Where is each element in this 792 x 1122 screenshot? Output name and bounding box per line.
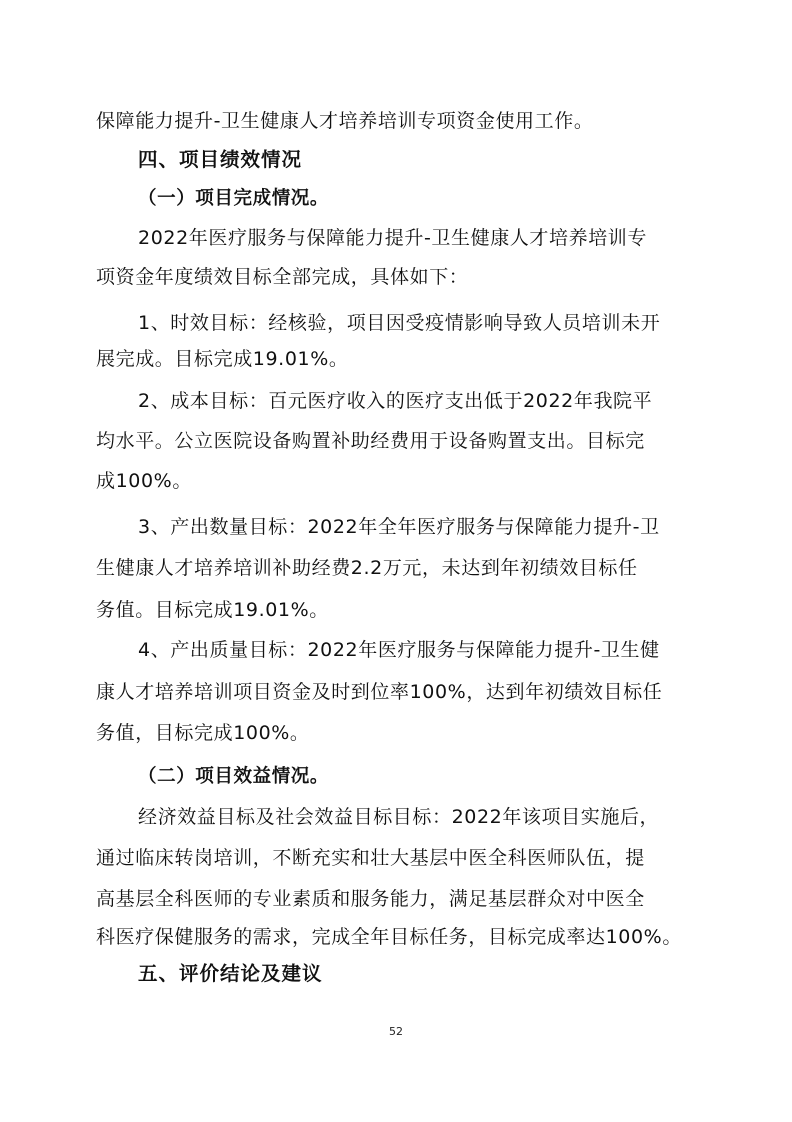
subsection-heading-benefit: （二）项目效益情况。	[138, 766, 330, 787]
paragraph-line: 3、产出数量目标：2022年全年医疗服务与保障能力提升-卫	[138, 516, 660, 538]
paragraph-line: 务值。目标完成19.01%。	[96, 599, 329, 621]
paragraph-line: 展完成。目标完成19.01%。	[96, 348, 349, 370]
paragraph-line: 通过临床转岗培训，不断充实和壮大基层中医全科医师队伍，提	[96, 847, 645, 869]
subsection-heading-completion: （一）项目完成情况。	[138, 188, 330, 209]
paragraph-line: 成100%。	[96, 470, 192, 492]
paragraph-line: 1、时效目标：经核验，项目因受疫情影响导致人员培训未开	[138, 312, 661, 334]
paragraph-line: 康人才培养培训项目资金及时到位率100%，达到年初绩效目标任	[96, 681, 663, 703]
page-number: 52	[389, 1025, 403, 1038]
paragraph-line: 均水平。公立医院设备购置补助经费用于设备购置支出。目标完	[96, 430, 645, 452]
paragraph-line: 项资金年度绩效目标全部完成，具体如下：	[96, 266, 469, 288]
section-heading-four: 四、项目绩效情况	[138, 148, 303, 171]
paragraph-line: 高基层全科医师的专业素质和服务能力，满足基层群众对中医全	[96, 888, 645, 910]
section-heading-five: 五、评价结论及建议	[138, 962, 323, 985]
paragraph-line: 2、成本目标：百元医疗收入的医疗支出低于2022年我院平	[138, 390, 653, 412]
paragraph-continuation: 保障能力提升-卫生健康人才培养培训专项资金使用工作。	[96, 110, 594, 132]
paragraph-line: 生健康人才培养培训补助经费2.2万元，未达到年初绩效目标任	[96, 557, 638, 579]
paragraph-line: 务值，目标完成100%。	[96, 722, 310, 744]
paragraph-line: 4、产出质量目标：2022年医疗服务与保障能力提升-卫生健	[138, 639, 660, 661]
paragraph-line: 经济效益目标及社会效益目标目标：2022年该项目实施后，	[138, 806, 660, 828]
paragraph-line: 2022年医疗服务与保障能力提升-卫生健康人才培养培训专	[138, 227, 648, 249]
paragraph-line: 科医疗保健服务的需求，完成全年目标任务，目标完成率达100%。	[96, 926, 682, 948]
